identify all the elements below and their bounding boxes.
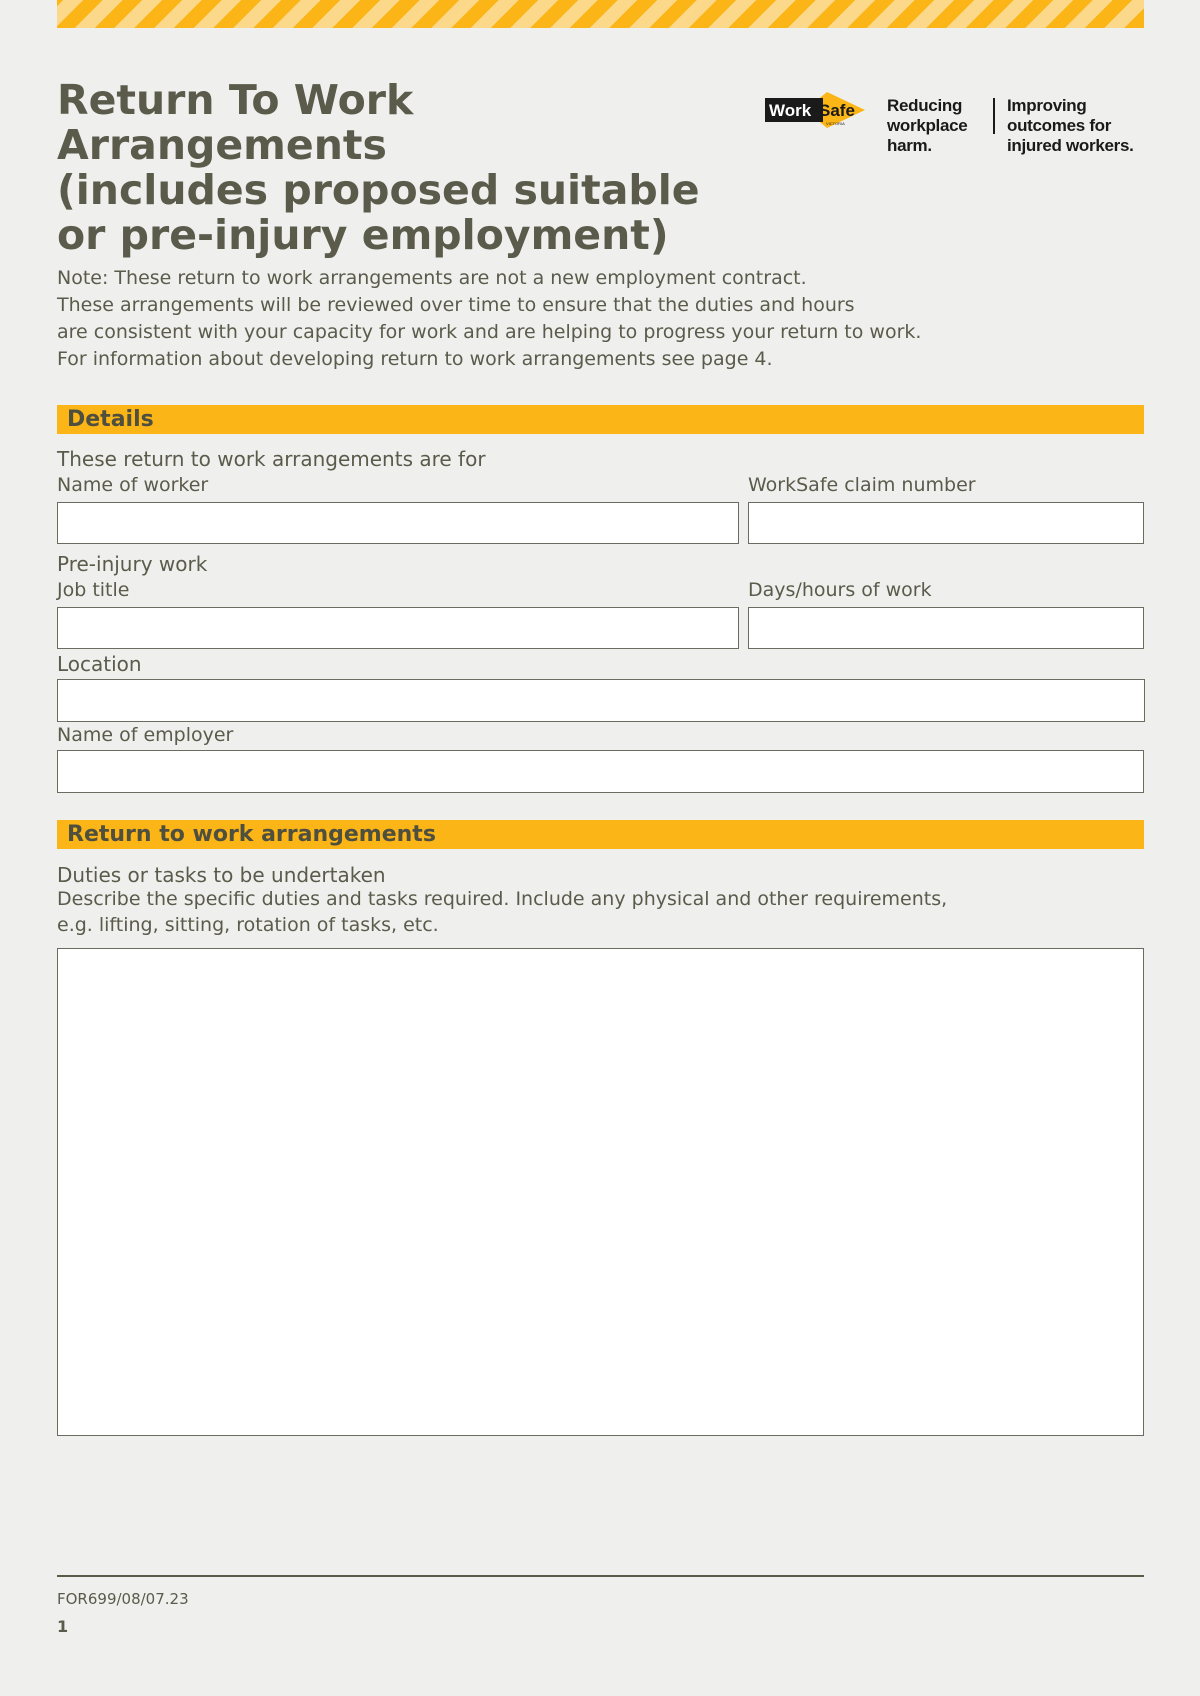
page-title (57, 78, 757, 258)
claim-number-label: WorkSafe claim number (748, 474, 976, 496)
duties-heading: Duties or tasks to be undertaken (57, 863, 386, 887)
claim-number-input[interactable] (748, 502, 1144, 544)
note-line-1: Note: These return to work arrangements are not a new employment contract. (57, 267, 807, 289)
duties-help-line-1: Describe the specific duties and tasks required. Include any physical and other requirements, (57, 888, 948, 910)
arrangements-heading: Return to work arrangements (57, 820, 1144, 849)
title-line-3: or pre-injury employment) (57, 211, 669, 259)
note-line-2: These arrangements will be reviewed over time to ensure that the duties and hours (57, 294, 855, 316)
note-line-3: are consistent with your capacity for work and are helping to progress your return to work. (57, 321, 922, 343)
name-of-worker-label: Name of worker (57, 474, 209, 496)
details-heading: Details (57, 405, 1144, 434)
days-hours-input[interactable] (748, 607, 1144, 649)
employer-label: Name of employer (57, 724, 234, 746)
pre-injury-heading: Pre-injury work (57, 552, 208, 576)
form-code: FOR699/08/07.23 (57, 1590, 189, 1608)
note-line-4: For information about developing return to work arrangements see page 4. (57, 348, 773, 370)
logo-safe-text: Safe (819, 101, 855, 120)
page-number: 1 (57, 1617, 69, 1636)
name-of-worker-input[interactable] (57, 502, 739, 544)
employer-input[interactable] (57, 750, 1144, 793)
logo-work-text: Work (769, 101, 812, 120)
worksafe-logo (763, 90, 869, 130)
tagline-divider (993, 98, 995, 134)
logo-sub-text: VICTORIA (826, 121, 845, 126)
location-input[interactable] (57, 679, 1145, 722)
title-line-2: (includes proposed suitable (57, 166, 700, 214)
footer-divider (57, 1575, 1144, 1577)
details-intro: These return to work arrangements are for (57, 447, 486, 471)
intro-note (57, 265, 1147, 373)
days-hours-label: Days/hours of work (748, 579, 932, 601)
location-label: Location (57, 652, 142, 676)
hazard-stripe-banner (57, 0, 1144, 28)
title-line-1: Return To Work Arrangements (57, 76, 414, 169)
tagline-improving: Improving outcomes for injured workers. (1007, 96, 1134, 155)
duties-help-line-2: e.g. lifting, sitting, rotation of tasks, etc. (57, 914, 439, 936)
tagline-reducing: Reducing workplace harm. (887, 96, 968, 155)
duties-textarea[interactable] (57, 948, 1144, 1436)
job-title-input[interactable] (57, 607, 739, 649)
worksafe-logo-block (757, 80, 1157, 170)
job-title-label: Job title (57, 579, 130, 601)
